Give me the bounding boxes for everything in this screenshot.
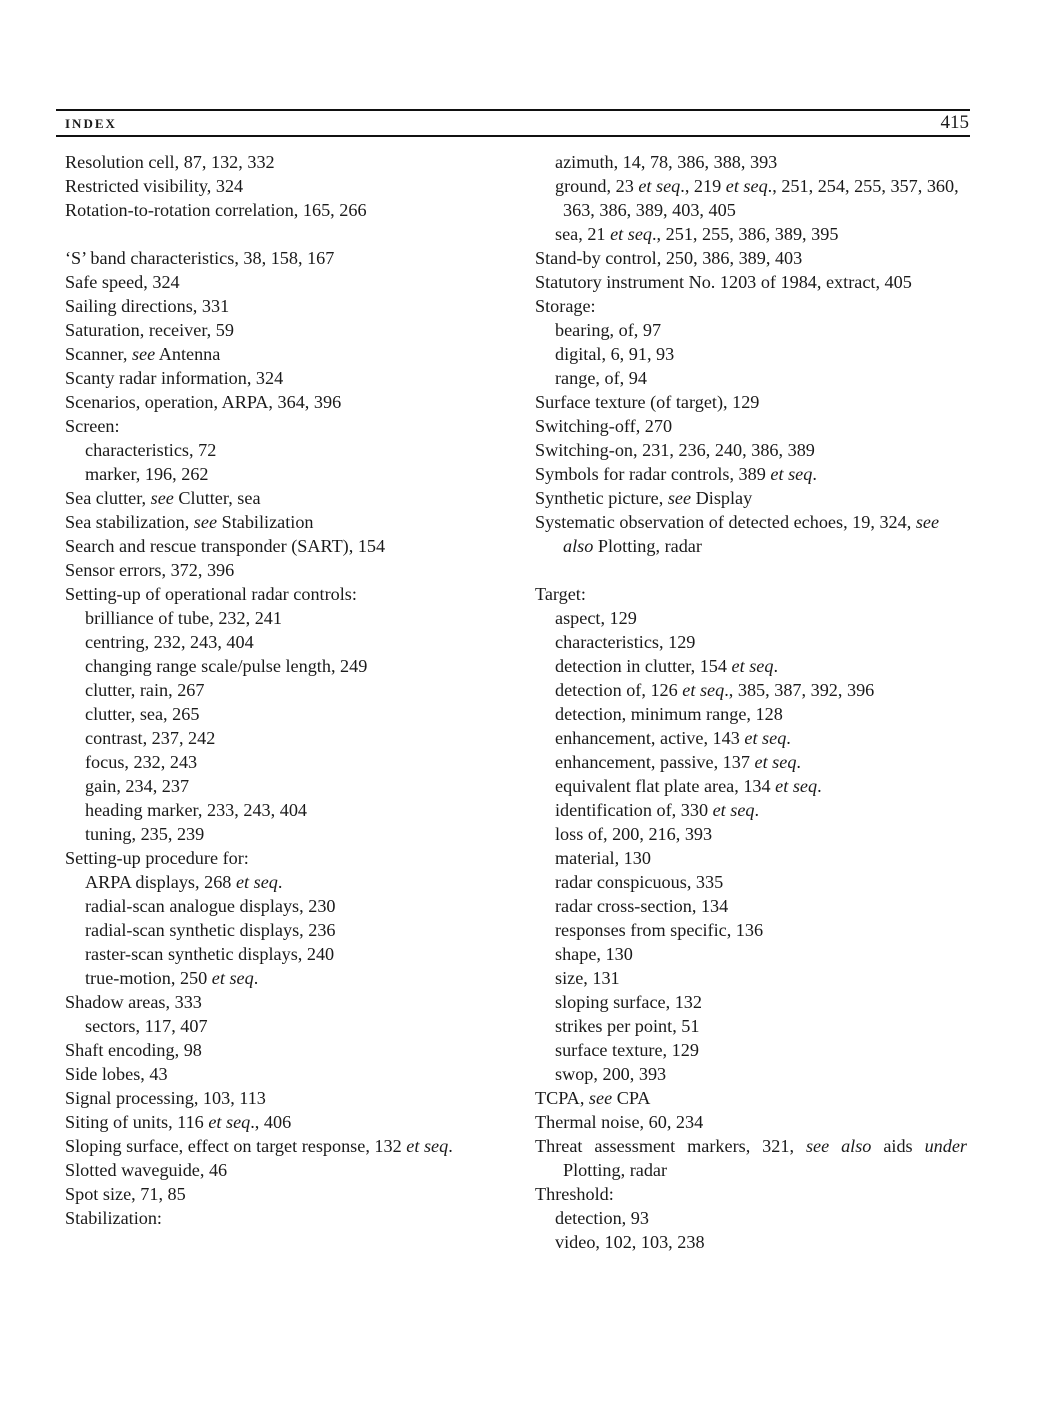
entry-text: sea, 21 — [555, 224, 611, 244]
index-subentry — [535, 606, 967, 630]
entry-text: Switching-off, 270 — [535, 416, 673, 436]
index-subentry — [65, 438, 520, 462]
entry-text: Systematic observation of detected echoes, 19, 324, — [535, 512, 916, 532]
index-subentry — [65, 726, 520, 750]
entry-text: Side lobes, 43 — [65, 1064, 168, 1084]
index-subentry — [535, 846, 967, 870]
entry-text: Stand-by control, 250, 386, 389, 403 — [535, 248, 803, 268]
index-subentry — [535, 318, 967, 342]
entry-text: . — [817, 776, 822, 796]
italic-term: et seq — [770, 464, 813, 484]
index-subentry — [535, 990, 967, 1014]
entry-text: focus, 232, 243 — [85, 752, 198, 772]
index-subentry — [535, 894, 967, 918]
index-subentry — [65, 966, 520, 990]
index-entry — [65, 390, 520, 414]
index-entry — [65, 1110, 520, 1134]
page-number: 415 — [940, 112, 969, 133]
index-entry — [65, 366, 520, 390]
index-subentry — [65, 654, 520, 678]
entry-text: Stabilization — [217, 512, 314, 532]
entry-text: Thermal noise, 60, 234 — [535, 1112, 704, 1132]
entry-text: Sea clutter, — [65, 488, 151, 508]
index-subentry — [535, 726, 967, 750]
index-entry — [65, 1182, 520, 1206]
entry-text: . — [786, 728, 791, 748]
entry-text: Surface texture (of target), 129 — [535, 392, 760, 412]
index-entry-continuation — [535, 198, 967, 222]
index-entry — [65, 414, 520, 438]
italic-term: see — [193, 512, 218, 532]
index-entry — [65, 294, 520, 318]
entry-text: equivalent flat plate area, 134 — [555, 776, 776, 796]
index-entry — [65, 1206, 520, 1230]
index-subentry — [535, 774, 967, 798]
index-entry — [535, 270, 967, 294]
index-entry — [65, 270, 520, 294]
italic-term: see also — [805, 1136, 872, 1156]
index-subentry — [535, 798, 967, 822]
entry-text: characteristics, 72 — [85, 440, 217, 460]
index-subentry — [535, 1230, 967, 1254]
entry-text: swop, 200, 393 — [555, 1064, 667, 1084]
entry-text: ., 251, 255, 386, 389, 395 — [651, 224, 839, 244]
entry-text: Statutory instrument No. 1203 of 1984, extract, 405 — [535, 272, 912, 292]
entry-text: Stabilization: — [65, 1208, 162, 1228]
index-entry — [65, 990, 520, 1014]
entry-text: sectors, 117, 407 — [85, 1016, 208, 1036]
index-subentry — [535, 1062, 967, 1086]
italic-term: see — [150, 488, 174, 508]
index-subentry — [65, 630, 520, 654]
index-subentry — [65, 702, 520, 726]
index-column-right — [535, 150, 967, 1254]
index-entry — [535, 438, 967, 462]
entry-text: Spot size, 71, 85 — [65, 1184, 186, 1204]
index-entry — [65, 1062, 520, 1086]
entry-text: radial-scan analogue displays, 230 — [85, 896, 336, 916]
italic-term: et seq — [638, 176, 681, 196]
entry-text: TCPA, — [535, 1088, 589, 1108]
italic-term: see — [667, 488, 692, 508]
index-entry — [65, 846, 520, 870]
entry-text: detection in clutter, 154 — [555, 656, 732, 676]
entry-text: detection of, 126 — [555, 680, 683, 700]
entry-text: Resolution cell, 87, 132, 332 — [65, 152, 275, 172]
entry-text: enhancement, active, 143 — [555, 728, 745, 748]
index-subentry — [535, 630, 967, 654]
italic-term: et seq — [235, 872, 278, 892]
index-subentry — [535, 750, 967, 774]
italic-term: et seq — [731, 656, 774, 676]
entry-text: Antenna — [155, 344, 221, 364]
italic-term: et seq — [406, 1136, 449, 1156]
entry-text: Threat assessment markers, 321, — [535, 1136, 806, 1156]
entry-text: tuning, 235, 239 — [85, 824, 205, 844]
index-subentry — [535, 942, 967, 966]
index-subentry — [535, 678, 967, 702]
entry-text: Saturation, receiver, 59 — [65, 320, 234, 340]
index-subentry — [65, 894, 520, 918]
entry-text: changing range scale/pulse length, 249 — [85, 656, 368, 676]
index-subentry — [535, 870, 967, 894]
entry-text: ., 219 — [680, 176, 726, 196]
entry-text: enhancement, passive, 137 — [555, 752, 755, 772]
index-subentry — [535, 654, 967, 678]
entry-text: Display — [691, 488, 753, 508]
index-entry — [535, 486, 967, 510]
index-entry — [65, 150, 520, 174]
index-entry — [65, 246, 520, 270]
entry-text: Restricted visibility, 324 — [65, 176, 244, 196]
entry-text: Switching-on, 231, 236, 240, 386, 389 — [535, 440, 815, 460]
entry-text: . — [754, 800, 760, 820]
entry-text: radar cross-section, 134 — [555, 896, 729, 916]
italic-term: et seq — [725, 176, 768, 196]
index-subentry — [535, 366, 967, 390]
italic-term: under — [924, 1136, 967, 1156]
entry-text: raster-scan synthetic displays, 240 — [85, 944, 335, 964]
index-entry — [535, 390, 967, 414]
index-entry — [535, 1182, 967, 1206]
entry-text: Screen: — [65, 416, 120, 436]
index-entry — [65, 174, 520, 198]
index-entry — [535, 246, 967, 270]
entry-text: Storage: — [535, 296, 596, 316]
header-rule-bottom — [56, 135, 970, 137]
index-entry — [535, 1086, 967, 1110]
index-subentry — [535, 702, 967, 726]
italic-term: see — [588, 1088, 613, 1108]
index-entry — [535, 462, 967, 486]
index-column-left — [65, 150, 520, 1230]
entry-text: digital, 6, 91, 93 — [555, 344, 675, 364]
entry-text: . — [796, 752, 801, 772]
entry-text: marker, 196, 262 — [85, 464, 209, 484]
index-entry — [535, 582, 967, 606]
index-subentry — [535, 1038, 967, 1062]
entry-text: responses from specific, 136 — [555, 920, 764, 940]
index-entry — [65, 558, 520, 582]
entry-text: ., 251, 254, 255, 357, 360, — [767, 176, 959, 196]
entry-text: Sailing directions, 331 — [65, 296, 230, 316]
entry-text: Setting-up procedure for: — [65, 848, 249, 868]
entry-text: true-motion, 250 — [85, 968, 212, 988]
entry-text: Shaft encoding, 98 — [65, 1040, 202, 1060]
index-subentry — [65, 870, 520, 894]
entry-text: Slotted waveguide, 46 — [65, 1160, 228, 1180]
index-subentry — [65, 822, 520, 846]
index-subentry — [65, 774, 520, 798]
index-subentry — [65, 942, 520, 966]
entry-text: strikes per point, 51 — [555, 1016, 700, 1036]
index-entry-continuation — [535, 1158, 967, 1182]
entry-text: Safe speed, 324 — [65, 272, 180, 292]
entry-text: surface texture, 129 — [555, 1040, 699, 1060]
entry-text: Plotting, radar — [563, 1160, 668, 1180]
index-subentry — [535, 222, 967, 246]
italic-term: et seq — [754, 752, 797, 772]
entry-text: Signal processing, 103, 113 — [65, 1088, 266, 1108]
entry-text: Siting of units, 116 — [65, 1112, 209, 1132]
italic-term: et seq — [211, 968, 254, 988]
index-subentry — [535, 918, 967, 942]
italic-term: et seq — [712, 800, 755, 820]
italic-term: et seq — [208, 1112, 251, 1132]
entry-text: clutter, rain, 267 — [85, 680, 205, 700]
entry-text: Scanty radar information, 324 — [65, 368, 284, 388]
entry-text: brilliance of tube, 232, 241 — [85, 608, 282, 628]
entry-text: video, 102, 103, 238 — [555, 1232, 705, 1252]
index-entry — [535, 414, 967, 438]
entry-text: loss of, 200, 216, 393 — [555, 824, 713, 844]
entry-text: Target: — [535, 584, 586, 604]
index-entry — [65, 342, 520, 366]
entry-text: centring, 232, 243, 404 — [85, 632, 254, 652]
index-subentry — [65, 798, 520, 822]
entry-text: Search and rescue transponder (SART), 154 — [65, 536, 386, 556]
entry-text: Sea stabilization, — [65, 512, 194, 532]
entry-text: size, 131 — [555, 968, 620, 988]
index-entry — [65, 1086, 520, 1110]
index-entry — [535, 1110, 967, 1134]
entry-text: detection, minimum range, 128 — [555, 704, 783, 724]
index-entry — [65, 198, 520, 222]
entry-text: Clutter, sea — [173, 488, 261, 508]
italic-term: et seq — [775, 776, 818, 796]
entry-text: 363, 386, 389, 403, 405 — [563, 200, 736, 220]
italic-term: see — [915, 512, 940, 532]
index-subentry — [535, 342, 967, 366]
index-entry — [65, 534, 520, 558]
index-entry — [65, 318, 520, 342]
entry-text: clutter, sea, 265 — [85, 704, 200, 724]
entry-text: Symbols for radar controls, 389 — [535, 464, 771, 484]
index-subentry — [535, 822, 967, 846]
index-entry — [65, 486, 520, 510]
entry-text: ‘S’ band characteristics, 38, 158, 167 — [65, 248, 335, 268]
entry-text: material, 130 — [555, 848, 651, 868]
entry-text: Scanner, — [65, 344, 132, 364]
italic-term: et seq — [610, 224, 652, 244]
entry-text: Plotting, radar — [593, 536, 702, 556]
entry-text: Shadow areas, 333 — [65, 992, 202, 1012]
index-entry-continuation — [535, 534, 967, 558]
index-entry — [65, 1134, 520, 1158]
index-entry — [535, 510, 967, 534]
entry-text: range, of, 94 — [555, 368, 647, 388]
index-subentry — [535, 1014, 967, 1038]
entry-text: contrast, 237, 242 — [85, 728, 216, 748]
running-head: INDEX — [65, 116, 117, 131]
entry-text: ., 385, 387, 392, 396 — [724, 680, 875, 700]
index-subentry — [535, 150, 967, 174]
entry-text: radar conspicuous, 335 — [555, 872, 724, 892]
entry-text: Scenarios, operation, ARPA, 364, 396 — [65, 392, 342, 412]
entry-text: Sensor errors, 372, 396 — [65, 560, 235, 580]
entry-text: radial-scan synthetic displays, 236 — [85, 920, 336, 940]
entry-text: aids — [871, 1136, 925, 1156]
entry-text: sloping surface, 132 — [555, 992, 702, 1012]
index-subentry — [65, 918, 520, 942]
index-entry — [65, 510, 520, 534]
italic-term: also — [563, 536, 594, 556]
entry-text: ., 406 — [250, 1112, 292, 1132]
entry-text: bearing, of, 97 — [555, 320, 662, 340]
index-subentry — [65, 1014, 520, 1038]
entry-text: azimuth, 14, 78, 386, 388, 393 — [555, 152, 778, 172]
index-entry — [65, 1038, 520, 1062]
entry-text: gain, 234, 237 — [85, 776, 190, 796]
entry-text: shape, 130 — [555, 944, 633, 964]
entry-text: . — [812, 464, 817, 484]
entry-text: CPA — [612, 1088, 651, 1108]
entry-text: identification of, 330 — [555, 800, 713, 820]
index-subentry — [65, 750, 520, 774]
index-subentry — [535, 174, 967, 198]
entry-text: . — [773, 656, 779, 676]
index-entry — [535, 294, 967, 318]
italic-term: et seq — [682, 680, 725, 700]
entry-text: Setting-up of operational radar controls: — [65, 584, 357, 604]
entry-text: . — [253, 968, 259, 988]
italic-term: see — [131, 344, 156, 364]
entry-text: Threshold: — [535, 1184, 614, 1204]
index-entry — [65, 1158, 520, 1182]
index-subentry — [535, 1206, 967, 1230]
italic-term: et seq — [744, 728, 787, 748]
header-rule-top — [56, 109, 970, 111]
index-entry — [65, 582, 520, 606]
entry-text: Rotation-to-rotation correlation, 165, 266 — [65, 200, 367, 220]
index-subentry — [65, 678, 520, 702]
entry-text: Synthetic picture, — [535, 488, 668, 508]
entry-text: Sloping surface, effect on target response, 132 — [65, 1136, 407, 1156]
entry-text: detection, 93 — [555, 1208, 649, 1228]
entry-text: aspect, 129 — [555, 608, 637, 628]
entry-text: ground, 23 — [555, 176, 639, 196]
index-subentry — [65, 462, 520, 486]
entry-text: . — [448, 1136, 453, 1156]
entry-text: characteristics, 129 — [555, 632, 696, 652]
entry-text: ARPA displays, 268 — [85, 872, 236, 892]
index-subentry — [65, 606, 520, 630]
entry-text: heading marker, 233, 243, 404 — [85, 800, 308, 820]
entry-text: . — [277, 872, 283, 892]
index-subentry — [535, 966, 967, 990]
index-entry — [535, 1134, 967, 1158]
